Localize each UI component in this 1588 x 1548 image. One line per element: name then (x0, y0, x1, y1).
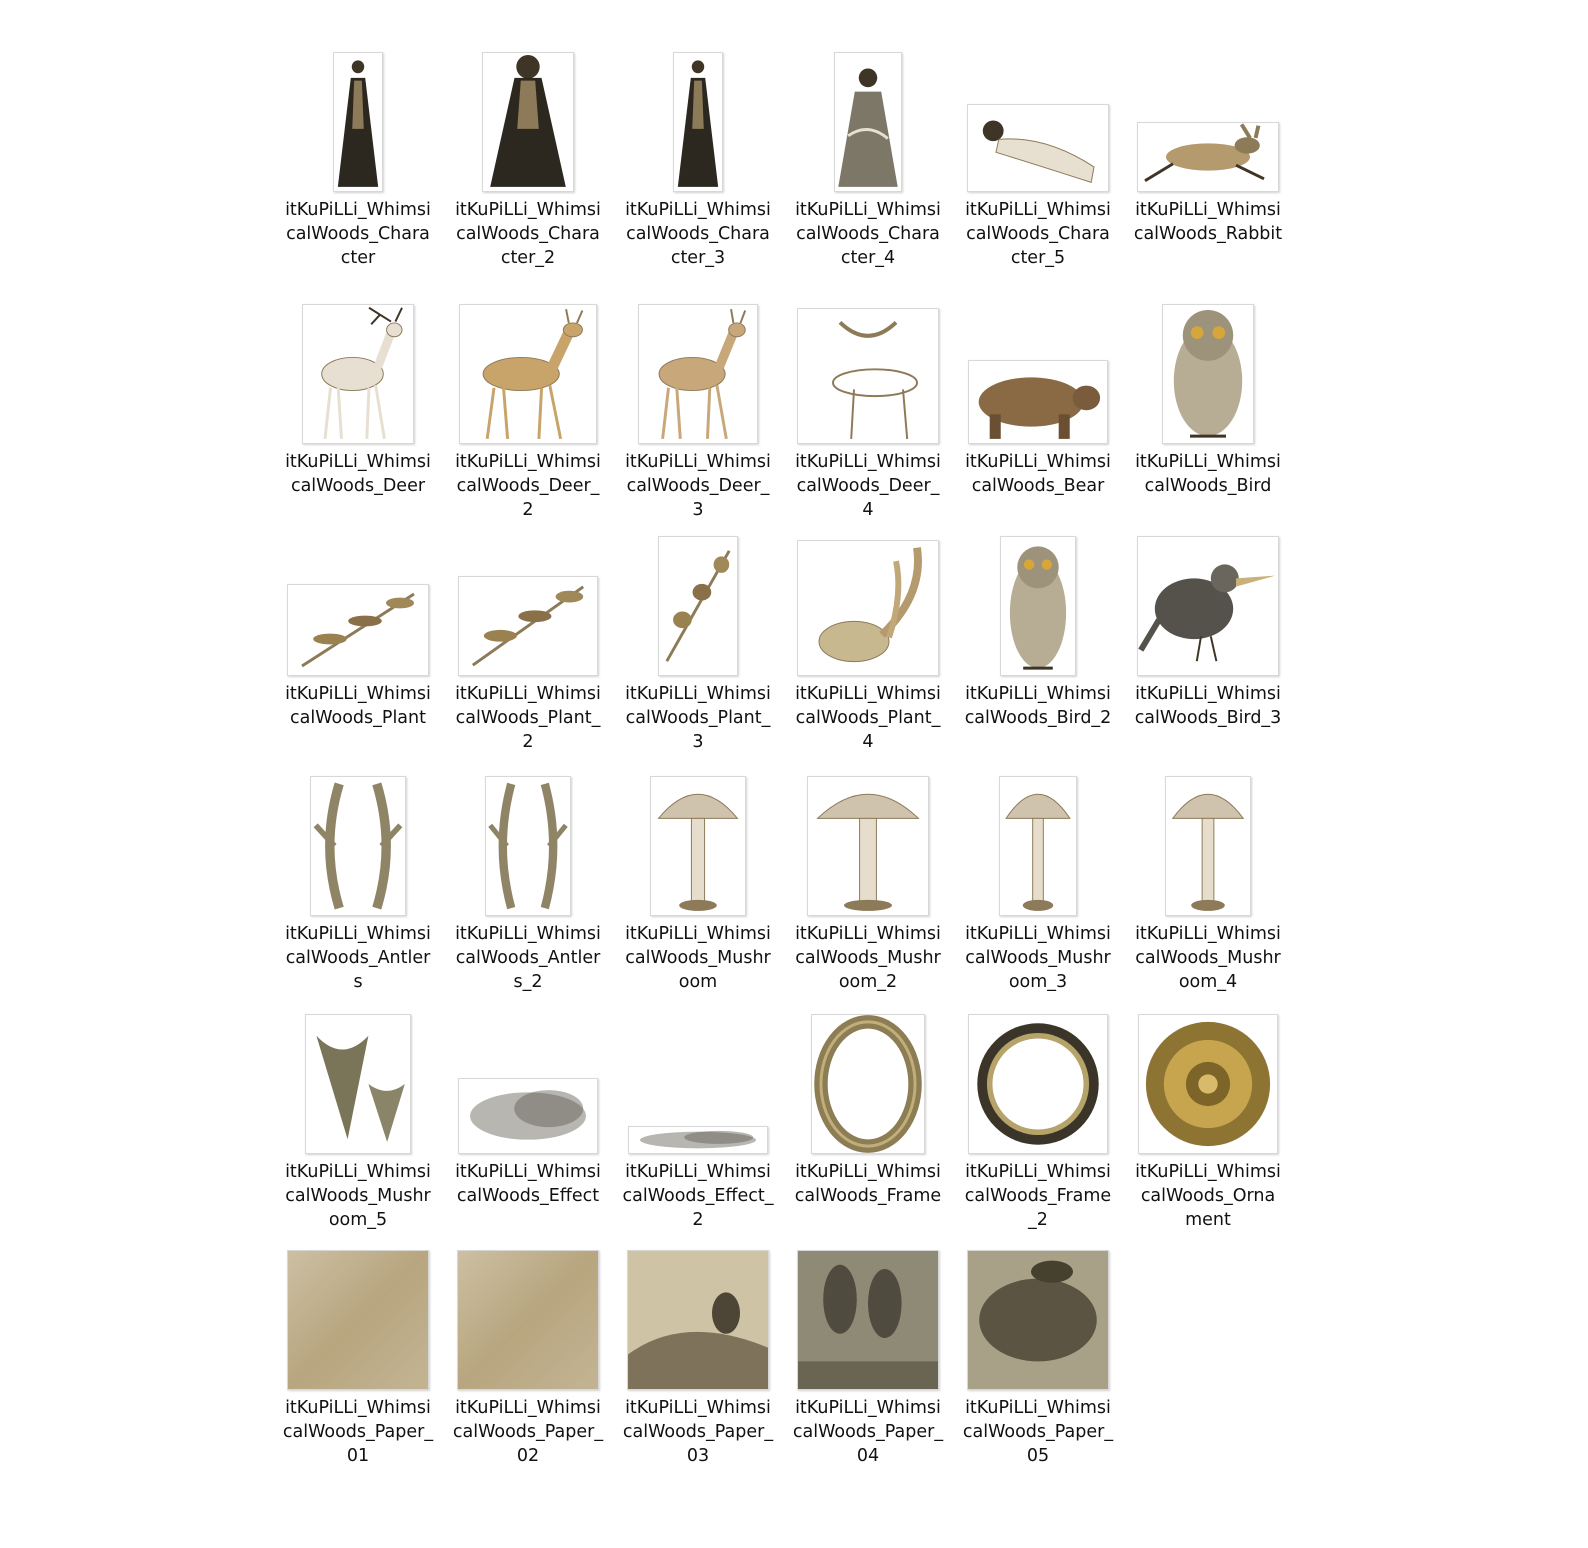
mushroom-icon (1165, 776, 1251, 916)
deer-skeleton-icon (797, 308, 939, 444)
file-name: itKuPiLLi_Whimsi calWoods_Chara cter (285, 200, 431, 268)
bird-icon (1137, 536, 1279, 676)
thumbnail-area (282, 764, 434, 916)
paper-forest-icon (967, 1250, 1109, 1390)
file-item[interactable] (1132, 40, 1284, 246)
file-item[interactable] (622, 292, 774, 522)
thumbnail-area (622, 1002, 774, 1154)
thumbnail-area (792, 292, 944, 444)
thumbnail-area (622, 40, 774, 192)
paper-texture-icon (457, 1250, 599, 1390)
file-item[interactable] (622, 1002, 774, 1232)
file-item[interactable] (622, 764, 774, 994)
bear-icon (968, 360, 1108, 444)
smoke-effect-icon (628, 1126, 768, 1154)
thumbnail-area (622, 292, 774, 444)
file-item[interactable] (622, 524, 774, 754)
file-item[interactable] (962, 1238, 1114, 1468)
woman-figure-icon (333, 52, 383, 192)
file-item[interactable] (792, 40, 944, 270)
paper-trees-icon (797, 1250, 939, 1390)
file-name: itKuPiLLi_Whimsi calWoods_Chara cter_3 (625, 200, 771, 268)
thumbnail-area (962, 1002, 1114, 1154)
file-name: itKuPiLLi_Whimsi calWoods_Paper_ 04 (792, 1398, 944, 1466)
thumbnail-area (962, 40, 1114, 192)
thumbnail-area (282, 524, 434, 676)
plant-icon (287, 584, 429, 676)
antlers-icon (485, 776, 571, 916)
file-name: itKuPiLLi_Whimsi calWoods_Paper_ 05 (962, 1398, 1114, 1466)
file-item[interactable] (452, 1238, 604, 1468)
file-name: itKuPiLLi_Whimsi calWoods_Mushr oom_4 (1135, 924, 1281, 992)
thumbnail-area (792, 40, 944, 192)
plant-icon (458, 576, 598, 676)
woman-figure-icon (673, 52, 723, 192)
thumbnail-area (282, 1238, 434, 1390)
thumbnail-area (452, 1002, 604, 1154)
file-item[interactable] (962, 292, 1114, 498)
file-name: itKuPiLLi_Whimsi calWoods_Orna ment (1135, 1162, 1281, 1230)
file-name: itKuPiLLi_Whimsi calWoods_Chara cter_5 (965, 200, 1111, 268)
file-item[interactable] (282, 1002, 434, 1232)
file-name: itKuPiLLi_Whimsi calWoods_Deer_2 (455, 452, 601, 520)
plant-icon (658, 536, 738, 676)
ornament-icon (1138, 1014, 1278, 1154)
antlers-icon (310, 776, 406, 916)
file-item[interactable] (1132, 524, 1284, 730)
file-item[interactable] (1132, 1002, 1284, 1232)
thumbnail-area (1132, 764, 1284, 916)
file-name: itKuPiLLi_Whimsi calWoods_Frame _2 (964, 1162, 1112, 1230)
file-item[interactable] (452, 524, 604, 754)
file-item[interactable] (282, 292, 434, 498)
deer-icon (459, 304, 597, 444)
thumbnail-area (792, 524, 944, 676)
thumbnail-area (1132, 524, 1284, 676)
file-name: itKuPiLLi_Whimsi calWoods_Bear (965, 452, 1111, 496)
file-item[interactable] (1132, 292, 1284, 498)
file-name: itKuPiLLi_Whimsi calWoods_Plant_ 4 (795, 684, 941, 752)
file-name: itKuPiLLi_Whimsi calWoods_Antler s_2 (455, 924, 601, 992)
file-name: itKuPiLLi_Whimsi calWoods_Chara cter_4 (795, 200, 941, 268)
file-item[interactable] (792, 1238, 944, 1468)
thumbnail-area (962, 524, 1114, 676)
file-item[interactable] (622, 1238, 774, 1468)
mushroom-icon (999, 776, 1077, 916)
file-item[interactable] (622, 40, 774, 270)
thumbnail-area (452, 764, 604, 916)
file-item[interactable] (792, 764, 944, 994)
owl-icon (1162, 304, 1254, 444)
file-name: itKuPiLLi_Whimsi calWoods_Rabbit (1133, 200, 1283, 244)
thumbnail-area (792, 764, 944, 916)
file-item[interactable] (452, 764, 604, 994)
file-name: itKuPiLLi_Whimsi calWoods_Mushr oom (625, 924, 771, 992)
rabbit-icon (1137, 122, 1279, 192)
oval-frame-icon (811, 1014, 925, 1154)
file-name: itKuPiLLi_Whimsi calWoods_Plant_ 2 (455, 684, 601, 752)
chanterelle-icon (305, 1014, 411, 1154)
file-item[interactable] (452, 292, 604, 522)
file-name: itKuPiLLi_Whimsi calWoods_Mushr oom_5 (285, 1162, 431, 1230)
file-item[interactable] (452, 1002, 604, 1208)
thumbnail-area (452, 1238, 604, 1390)
paper-landscape-icon (627, 1250, 769, 1390)
file-item[interactable] (962, 524, 1114, 730)
file-item[interactable] (962, 764, 1114, 994)
file-item[interactable] (282, 764, 434, 994)
stag-icon (302, 304, 414, 444)
thumbnail-area (962, 1238, 1114, 1390)
file-item[interactable] (452, 40, 604, 270)
file-name: itKuPiLLi_Whimsi calWoods_Plant (285, 684, 431, 728)
thumbnail-area (792, 1238, 944, 1390)
file-name: itKuPiLLi_Whimsi calWoods_Bird_2 (964, 684, 1112, 728)
round-frame-icon (968, 1014, 1108, 1154)
bulb-plant-icon (797, 540, 939, 676)
mushroom-icon (807, 776, 929, 916)
file-name: itKuPiLLi_Whimsi calWoods_Paper_ 03 (622, 1398, 774, 1466)
file-name: itKuPiLLi_Whimsi calWoods_Deer_3 (625, 452, 771, 520)
thumbnail-area (1132, 292, 1284, 444)
thumbnail-area (452, 292, 604, 444)
thumbnail-area (622, 1238, 774, 1390)
thumbnail-area (1132, 40, 1284, 192)
owl-icon (1000, 536, 1076, 676)
thumbnail-area (622, 524, 774, 676)
file-name: itKuPiLLi_Whimsi calWoods_Antler s (285, 924, 431, 992)
file-name: itKuPiLLi_Whimsi calWoods_Frame (794, 1162, 942, 1206)
mushroom-icon (650, 776, 746, 916)
file-item[interactable] (282, 524, 434, 730)
file-item[interactable] (792, 1002, 944, 1208)
file-name: itKuPiLLi_Whimsi calWoods_Bird_3 (1134, 684, 1282, 728)
file-item[interactable] (962, 40, 1114, 270)
file-name: itKuPiLLi_Whimsi calWoods_Plant_ 3 (625, 684, 771, 752)
file-name: itKuPiLLi_Whimsi calWoods_Chara cter_2 (455, 200, 601, 268)
file-name: itKuPiLLi_Whimsi calWoods_Effect_ 2 (622, 1162, 774, 1230)
file-item[interactable] (282, 1238, 434, 1468)
woman-figure-icon (482, 52, 574, 192)
paper-texture-icon (287, 1250, 429, 1390)
thumbnail-area (1132, 1002, 1284, 1154)
thumbnail-area (622, 764, 774, 916)
file-name: itKuPiLLi_Whimsi calWoods_Effect (455, 1162, 601, 1206)
thumbnail-area (962, 292, 1114, 444)
file-name: itKuPiLLi_Whimsi calWoods_Deer_4 (795, 452, 941, 520)
thumbnail-area (962, 764, 1114, 916)
thumbnail-area (282, 292, 434, 444)
file-item[interactable] (1132, 764, 1284, 994)
smoke-effect-icon (458, 1078, 598, 1154)
file-name: itKuPiLLi_Whimsi calWoods_Mushr oom_2 (795, 924, 941, 992)
file-name: itKuPiLLi_Whimsi calWoods_Bird (1135, 452, 1281, 496)
seated-woman-icon (834, 52, 902, 192)
file-item[interactable] (792, 292, 944, 522)
file-name: itKuPiLLi_Whimsi calWoods_Mushr oom_3 (965, 924, 1111, 992)
file-name: itKuPiLLi_Whimsi calWoods_Paper_ 02 (452, 1398, 604, 1466)
thumbnail-area (282, 1002, 434, 1154)
file-name: itKuPiLLi_Whimsi calWoods_Paper_ 01 (282, 1398, 434, 1466)
file-item[interactable] (792, 524, 944, 754)
thumbnail-area (792, 1002, 944, 1154)
thumbnail-area (452, 40, 604, 192)
fawn-icon (638, 304, 758, 444)
file-item[interactable] (282, 40, 434, 270)
thumbnail-area (452, 524, 604, 676)
file-item[interactable] (962, 1002, 1114, 1232)
file-name: itKuPiLLi_Whimsi calWoods_Deer (285, 452, 431, 496)
thumbnail-area (282, 40, 434, 192)
reclining-woman-icon (967, 104, 1109, 192)
